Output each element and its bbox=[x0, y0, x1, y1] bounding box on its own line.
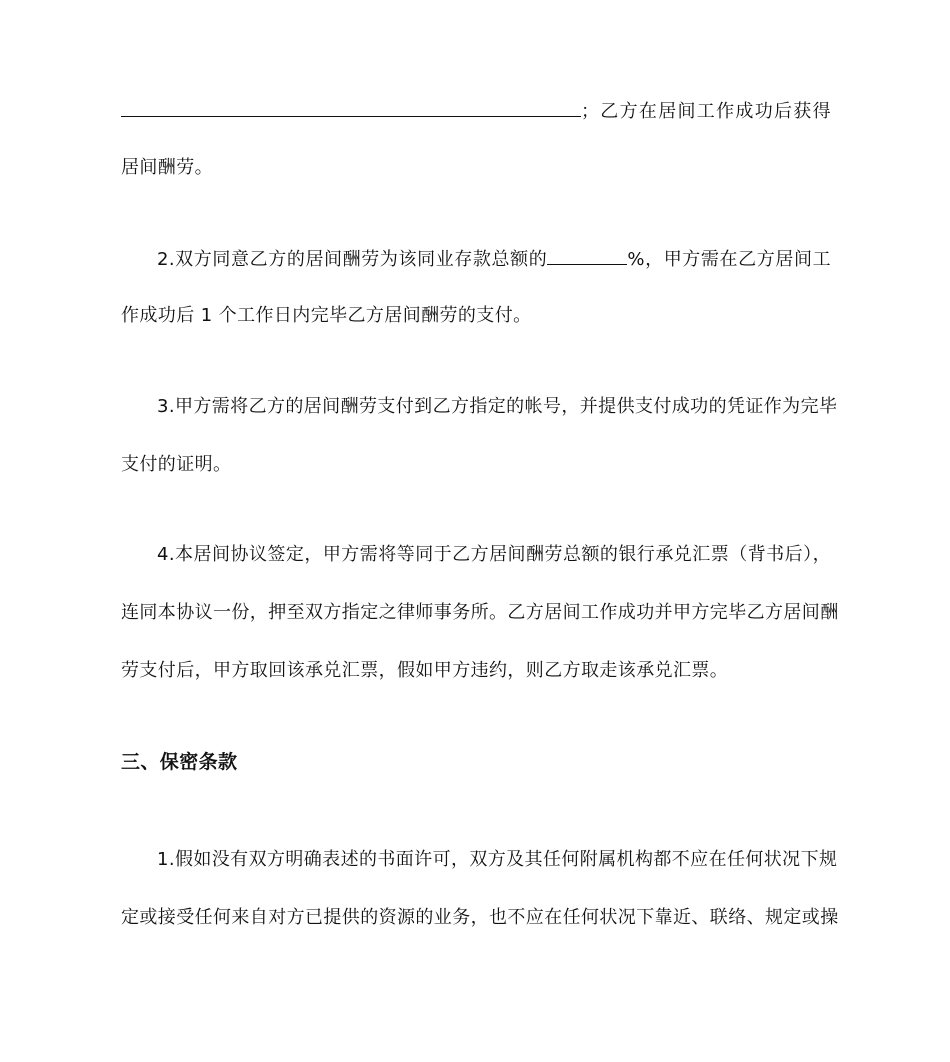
clause-item-4: 4.本居间协议签定，甲方需将等同于乙方居间酬劳总额的银行承兑汇票（背书后）， bbox=[157, 544, 831, 565]
clause-line: 居间酬劳。 bbox=[121, 157, 213, 178]
fill-blank bbox=[547, 244, 627, 265]
clause-line: 定或接受任何来自对方已提供的资源的业务，也不应在任何状况下靠近、联络、规定或操 bbox=[121, 907, 839, 928]
fill-blank bbox=[121, 96, 581, 117]
clause-line: 劳支付后，甲方取回该承兑汇票，假如甲方违约，则乙方取走该承兑汇票。 bbox=[121, 660, 729, 681]
clause-text: ；乙方在居间工作成功后获得 bbox=[581, 101, 831, 122]
clause-line: 连同本协议一份，押至双方指定之律师事务所。乙方居间工作成功并甲方完毕乙方居间酬 bbox=[121, 602, 839, 623]
clause-text: 2.双方同意乙方的居间酬劳为该同业存款总额的 bbox=[157, 249, 548, 270]
clause-line: 支付的证明。 bbox=[121, 454, 232, 475]
section-heading: 三、保密条款 bbox=[121, 751, 238, 773]
clause-line: 作成功后 1 个工作日内完毕乙方居间酬劳的支付。 bbox=[121, 305, 532, 326]
clause-item-2 bbox=[121, 244, 831, 272]
clause-text: %，甲方需在乙方居间工 bbox=[627, 249, 831, 270]
clause-line bbox=[121, 96, 831, 124]
clause-item-3: 3.甲方需将乙方的居间酬劳支付到乙方指定的帐号，并提供支付成功的凭证作为完毕 bbox=[157, 396, 838, 417]
clause-item-1: 1.假如没有双方明确表述的书面许可，双方及其任何附属机构都不应在任何状况下规 bbox=[157, 849, 838, 870]
